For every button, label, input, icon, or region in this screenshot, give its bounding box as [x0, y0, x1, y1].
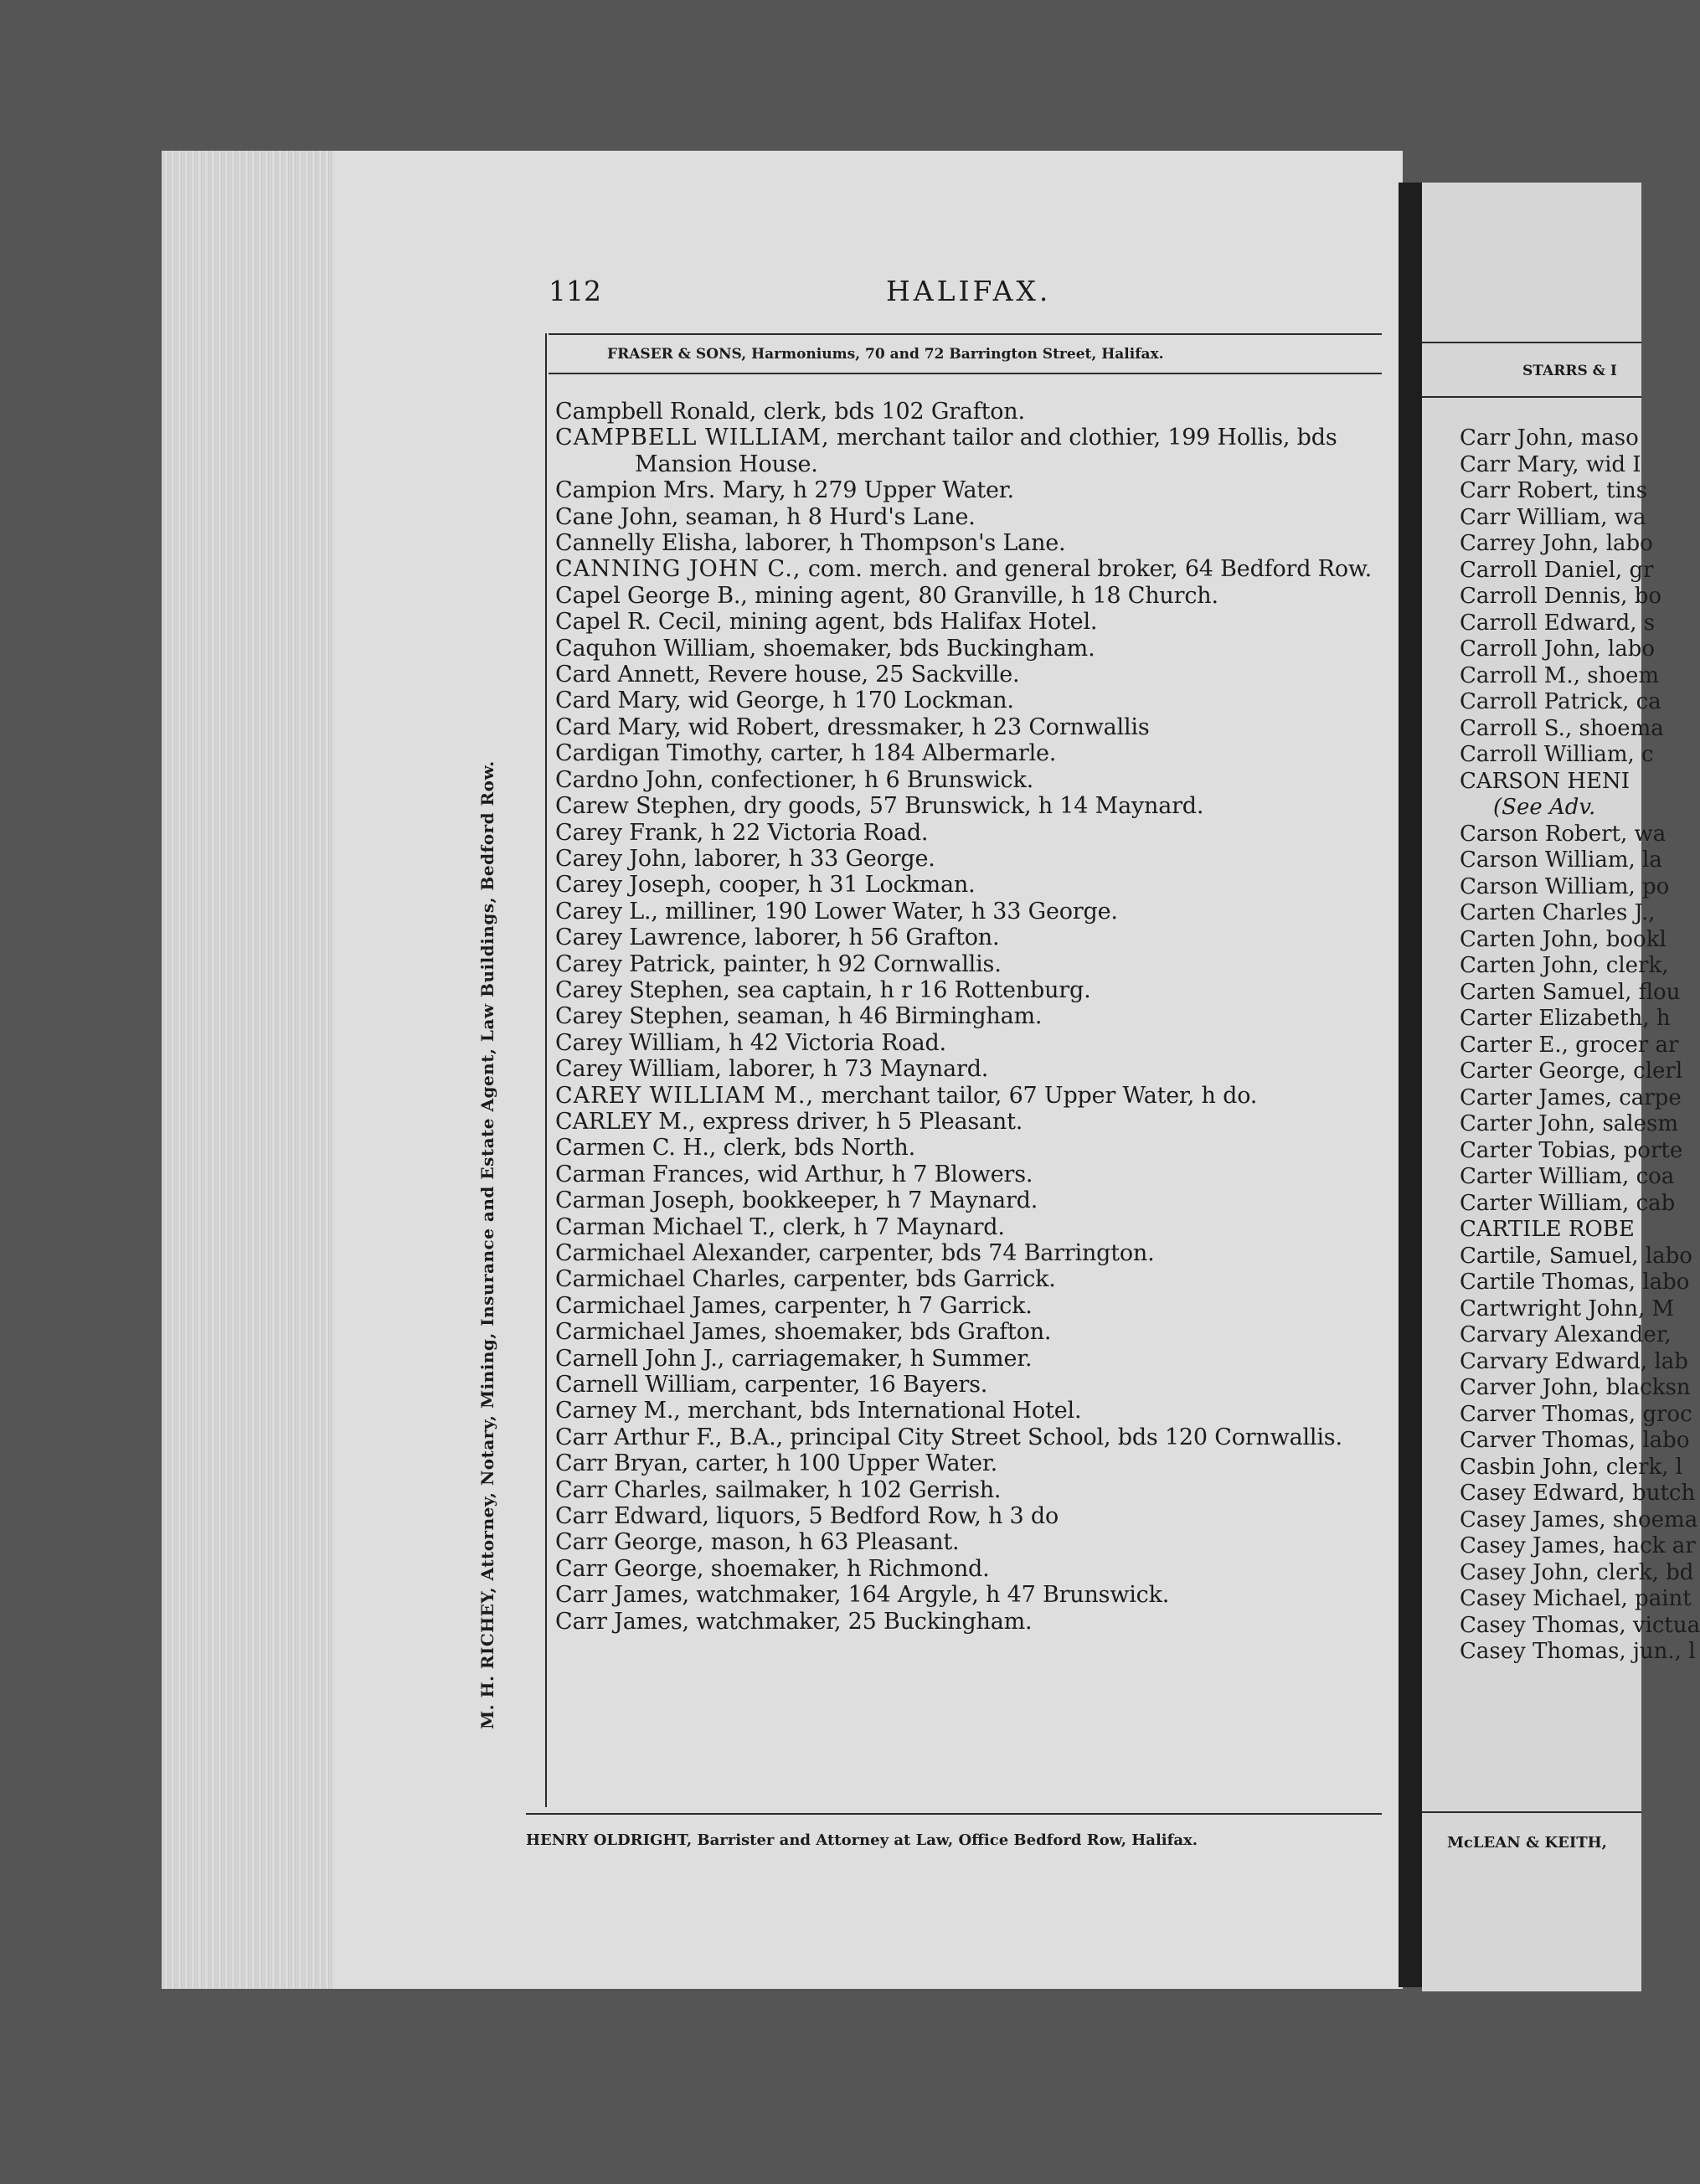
right-page-entry: Carroll Daniel, gr: [1460, 557, 1654, 583]
entry-detail: Mansion House.: [635, 451, 818, 477]
right-page-bottom-rule: [1422, 1811, 1641, 1813]
entry-name: Carmichael Charles,: [555, 1266, 787, 1293]
directory-entry: [555, 688, 1393, 713]
entry-name: Campbell Ronald,: [555, 399, 757, 425]
entry-detail: laborer, h 73 Maynard.: [721, 1056, 989, 1083]
entry-name: Carr Charles,: [555, 1476, 708, 1503]
directory-entry: [555, 1450, 1393, 1476]
entry-detail: merchant tailor, 67 Upper Water, h do.: [814, 1082, 1258, 1109]
directory-entry: [555, 1372, 1393, 1398]
entry-name: Cardno John,: [555, 766, 704, 793]
entry-detail: com. merch. and general broker, 64 Bedford Row.: [801, 556, 1372, 583]
right-page-entry: Casey James, hack ar: [1460, 1533, 1696, 1558]
entry-name: Carr Arthur F., B.A.,: [555, 1424, 783, 1450]
right-page-footer: McLEAN & KEITH,: [1447, 1834, 1607, 1852]
entry-detail: shoemaker, bds Buckingham.: [755, 635, 1095, 662]
directory-entry: [555, 951, 1393, 977]
entry-detail: carriagemaker, h Summer.: [724, 1345, 1033, 1372]
entry-name: Cardigan Timothy,: [555, 740, 764, 767]
entry-name: Carnell John J.,: [555, 1345, 725, 1372]
entry-name: Campion Mrs. Mary,: [555, 477, 786, 504]
right-page-entry: Carver Thomas, groc: [1460, 1401, 1692, 1427]
entry-detail: wid Arthur, h 7 Blowers.: [750, 1161, 1033, 1187]
book-page-edges: [162, 151, 342, 1989]
directory-entry: [555, 1582, 1393, 1608]
directory-entry: [555, 1529, 1393, 1555]
entry-name: Carey Joseph,: [555, 872, 713, 899]
right-page-entry: Carr Robert, tins: [1460, 478, 1648, 503]
entry-detail: shoemaker, bds Grafton.: [767, 1319, 1052, 1346]
entry-name: Card Mary,: [555, 713, 682, 740]
right-page-entry: Casey Michael, paint: [1460, 1586, 1692, 1611]
directory-entry: [555, 583, 1393, 609]
directory-entry: [555, 1398, 1393, 1424]
right-page-entry: Casbin John, clerk, l: [1460, 1454, 1683, 1480]
directory-entries: [555, 399, 1393, 1635]
directory-entry: [555, 399, 1393, 425]
directory-entry: [555, 872, 1393, 898]
entry-name: Capel R. Cecil,: [555, 609, 723, 636]
page-number: 112: [549, 275, 601, 307]
entry-name: Carey Patrick,: [555, 950, 717, 977]
entry-detail: principal City Street School, bds 120 Cornwallis.: [782, 1424, 1342, 1450]
entry-detail: watchmaker, 164 Argyle, h 47 Brunswick.: [688, 1582, 1170, 1609]
entry-name: Carr George,: [555, 1529, 704, 1556]
entry-name: CANNING JOHN C.,: [555, 556, 801, 583]
directory-entry: [555, 451, 1393, 477]
directory-entry: [555, 1319, 1393, 1345]
entry-detail: h 279 Upper Water.: [786, 477, 1014, 504]
directory-entry: [555, 1503, 1393, 1529]
entry-name: Carr James,: [555, 1582, 689, 1609]
right-page-entry: Carver John, blacksn: [1460, 1375, 1691, 1400]
entry-detail: clerk, h 7 Maynard.: [775, 1213, 1005, 1240]
frame-under-ad-rule: [549, 373, 1382, 374]
entry-detail: express driver, h 5 Pleasant.: [695, 1108, 1023, 1135]
directory-entry: [555, 1056, 1393, 1082]
entry-detail: bookkeeper, h 7 Maynard.: [734, 1187, 1038, 1214]
entry-detail: clerk, bds 102 Grafton.: [756, 399, 1025, 425]
right-page-entry: Carroll Dennis, bo: [1460, 584, 1662, 609]
entry-name: Carew Stephen,: [555, 793, 737, 820]
entry-name: Carman Michael T.,: [555, 1213, 776, 1240]
entry-detail: mining agent, 80 Granville, h 18 Church.: [747, 582, 1218, 609]
right-page: [1422, 183, 1700, 1991]
directory-entry: [555, 925, 1393, 950]
directory-entry: [555, 1346, 1393, 1372]
entry-name: Capel George B.,: [555, 582, 748, 609]
directory-entry: [555, 636, 1393, 662]
right-page-header: STARRS & I: [1522, 363, 1617, 379]
directory-entry: [555, 1003, 1393, 1029]
directory-entry: [555, 1609, 1393, 1635]
entry-name: Card Mary,: [555, 688, 682, 714]
right-page-entry: Carroll M., shoem: [1460, 662, 1659, 688]
entry-name: Carr James,: [555, 1608, 689, 1635]
entry-detail: clerk, bds North.: [716, 1135, 915, 1162]
right-page-entry: Carr Mary, wid I: [1460, 451, 1641, 477]
directory-entry: [555, 1477, 1393, 1503]
directory-entry: [555, 1030, 1393, 1056]
entry-detail: merchant, bds International Hotel.: [680, 1398, 1082, 1424]
entry-detail: laborer, h Thompson's Lane.: [738, 530, 1066, 557]
right-page-entry: Carr William, wa: [1460, 504, 1646, 530]
right-page-entry: Casey Thomas, victua: [1460, 1612, 1700, 1638]
right-page-entry: Casey Edward, butch: [1460, 1481, 1696, 1506]
right-page-entry: Casey John, clerk, bd: [1460, 1559, 1694, 1585]
right-page-entry: Cartile, Samuel, labo: [1460, 1243, 1692, 1269]
entry-detail: wid George, h 170 Lockman.: [681, 688, 1014, 714]
entry-detail: carpenter, h 7 Garrick.: [767, 1292, 1033, 1319]
entry-detail: carter, h 100 Upper Water.: [688, 1450, 998, 1477]
entry-name: Carnell William,: [555, 1372, 738, 1398]
directory-entry: [555, 530, 1393, 556]
entry-detail: dry goods, 57 Brunswick, h 14 Maynard.: [736, 793, 1204, 820]
entry-detail: cooper, h 31 Lockman.: [712, 872, 976, 899]
entry-detail: carter, h 184 Albermarle.: [763, 740, 1057, 767]
entry-name: Cannelly Elisha,: [555, 530, 739, 557]
entry-detail: h 22 Victoria Road.: [703, 819, 929, 846]
right-page-entry: Carter John, salesm: [1460, 1111, 1678, 1136]
right-page-entry: Carr John, maso: [1460, 425, 1639, 451]
entry-name: Caquhon William,: [555, 635, 756, 662]
entry-detail: carpenter, 16 Bayers.: [737, 1372, 988, 1398]
right-page-entry: Carroll S., shoema: [1460, 715, 1664, 741]
directory-entry: [555, 1083, 1393, 1109]
right-page-entry: Carter William, coa: [1460, 1164, 1675, 1189]
right-page-entry: Carroll John, labo: [1460, 636, 1656, 662]
directory-entry: [555, 820, 1393, 846]
right-page-entry: Carter Elizabeth, h: [1460, 1006, 1671, 1031]
right-page-entry: Carten John, clerk,: [1460, 953, 1669, 978]
directory-entry: [555, 556, 1393, 582]
entry-detail: confectioner, h 6 Brunswick.: [703, 766, 1034, 793]
right-page-entry: CARTILE ROBE: [1460, 1217, 1635, 1242]
entry-name: Carey Stephen,: [555, 976, 730, 1003]
right-page-entry: CARSON HENI: [1460, 768, 1630, 794]
entry-name: Carey William,: [555, 1056, 722, 1083]
frame-left-rule: [545, 333, 547, 1807]
entry-detail: wid Robert, dressmaker, h 23 Cornwallis: [681, 713, 1150, 740]
right-page-entry: Carter William, cab: [1460, 1190, 1676, 1216]
directory-entry: [555, 1240, 1393, 1266]
right-page-entry: Carvary Edward, lab: [1460, 1348, 1688, 1374]
entry-name: Carr Edward,: [555, 1503, 709, 1530]
entry-detail: painter, h 92 Cornwallis.: [716, 950, 1002, 977]
right-page-entry: Carter Tobias, porte: [1460, 1137, 1683, 1163]
book-gutter: [1399, 183, 1424, 1987]
directory-entry: [555, 767, 1393, 793]
directory-entry: [555, 846, 1393, 872]
entry-detail: mason, h 63 Pleasant.: [703, 1529, 960, 1556]
directory-entry: [555, 662, 1393, 688]
right-page-entry: Carroll Patrick, ca: [1460, 689, 1661, 714]
entry-name: Carey Lawrence,: [555, 925, 748, 951]
entry-name: Carr Bryan,: [555, 1450, 689, 1477]
frame-top-rule: [549, 333, 1382, 335]
entry-detail: milliner, 190 Lower Water, h 33 George.: [657, 898, 1118, 925]
entry-name: Carman Joseph,: [555, 1187, 735, 1214]
entry-detail: merchant tailor and clothier, 199 Hollis, bds: [829, 425, 1337, 451]
right-page-entry: Carrey John, labo: [1460, 531, 1653, 556]
entry-detail: shoemaker, h Richmond.: [703, 1555, 990, 1582]
entry-name: CARLEY M.,: [555, 1108, 696, 1135]
entry-name: Carey Stephen,: [555, 1003, 730, 1030]
right-page-entry: Cartile Thomas, labo: [1460, 1270, 1690, 1295]
directory-entry: [555, 793, 1393, 819]
directory-entry: [555, 1187, 1393, 1213]
entry-name: CAREY WILLIAM M.,: [555, 1082, 815, 1109]
frame-bottom-rule: [526, 1813, 1382, 1815]
directory-entry: [555, 1293, 1393, 1319]
directory-entry: [555, 1424, 1393, 1450]
directory-entry: [555, 899, 1393, 925]
right-page-entry: Carson Robert, wa: [1460, 821, 1667, 847]
entry-name: Carmichael James,: [555, 1292, 768, 1319]
entry-name: Carey L.,: [555, 898, 658, 925]
right-page-entry: Cartwright John, M: [1460, 1295, 1675, 1321]
entry-name: Carr George,: [555, 1555, 704, 1582]
directory-entry: [555, 609, 1393, 635]
bottom-advertisement: HENRY OLDRIGHT, Barrister and Attorney at Law, Office Bedford Row, Halifax.: [526, 1831, 1198, 1849]
right-page-entry: Carten John, bookl: [1460, 926, 1667, 952]
right-page-entry: Carson William, la: [1460, 847, 1662, 873]
top-advertisement: FRASER & SONS, Harmoniums, 70 and 72 Barrington Street, Halifax.: [607, 346, 1164, 363]
entry-detail: liquors, 5 Bedford Row, h 3 do: [708, 1503, 1059, 1530]
right-page-entry: Carroll William, c: [1460, 742, 1654, 767]
right-page-under-ad-rule: [1422, 396, 1641, 398]
right-page-entry: Carroll Edward, s: [1460, 610, 1656, 636]
right-page-entries: [1460, 425, 1700, 1666]
directory-entry: [555, 504, 1393, 530]
directory-entry: [555, 1214, 1393, 1240]
entry-name: Carmen C. H.,: [555, 1135, 717, 1162]
right-page-entry: (See Adv.: [1493, 795, 1596, 820]
right-page-top-rule: [1422, 342, 1641, 343]
right-page-entry: Casey Thomas, jun., l: [1460, 1639, 1696, 1664]
directory-entry: [555, 1109, 1393, 1135]
right-page-entry: Carson William, po: [1460, 873, 1670, 899]
entry-detail: mining agent, bds Halifax Hotel.: [722, 609, 1098, 636]
directory-entry: [555, 1162, 1393, 1187]
entry-detail: laborer, h 56 Grafton.: [747, 925, 1000, 951]
right-page-entry: Carter George, clerl: [1460, 1059, 1683, 1084]
entry-detail: sailmaker, h 102 Gerrish.: [708, 1476, 1002, 1503]
directory-entry: [555, 977, 1393, 1003]
page-title: HALIFAX.: [886, 275, 1052, 307]
directory-entry: [555, 714, 1393, 740]
right-page-entry: Carten Charles J.,: [1460, 900, 1656, 925]
entry-name: Carey William,: [555, 1029, 722, 1056]
entry-name: CAMPBELL WILLIAM,: [555, 425, 830, 451]
right-page-entry: Carter James, carpe: [1460, 1084, 1682, 1110]
entry-detail: carpenter, bds Garrick.: [786, 1266, 1056, 1293]
entry-detail: seaman, h 8 Hurd's Lane.: [678, 503, 976, 530]
right-page-entry: Carver Thomas, labo: [1460, 1428, 1690, 1453]
right-page-entry: Carten Samuel, flou: [1460, 979, 1681, 1005]
right-page-entry: Carter E., grocer ar: [1460, 1032, 1679, 1058]
entry-name: Card Annett,: [555, 662, 701, 688]
entry-detail: seaman, h 46 Birmingham.: [729, 1003, 1043, 1030]
entry-detail: Revere house, 25 Sackville.: [700, 662, 1020, 688]
entry-name: Carney M.,: [555, 1398, 681, 1424]
directory-entry: [555, 1556, 1393, 1582]
entry-detail: sea captain, h r 16 Rottenburg.: [729, 976, 1091, 1003]
entry-name: Carey John,: [555, 845, 688, 872]
right-page-entry: Casey James, shoema: [1460, 1507, 1698, 1532]
entry-name: Cane John,: [555, 503, 679, 530]
entry-detail: watchmaker, 25 Buckingham.: [688, 1608, 1033, 1635]
directory-entry: [555, 740, 1393, 766]
entry-name: Carmichael Alexander,: [555, 1240, 812, 1266]
directory-entry: [555, 1266, 1393, 1292]
entry-detail: carpenter, bds 74 Barrington.: [811, 1240, 1155, 1266]
directory-entry: [555, 477, 1393, 503]
entry-detail: h 42 Victoria Road.: [721, 1029, 946, 1056]
directory-entry: [555, 425, 1393, 451]
right-page-entry: Carvary Alexander,: [1460, 1322, 1672, 1347]
directory-entry: [555, 1135, 1393, 1161]
entry-name: Carman Frances,: [555, 1161, 750, 1187]
entry-name: Carmichael James,: [555, 1319, 768, 1346]
side-advertisement: M. H. RICHEY, Attorney, Notary, Mining, Insurance and Estate Agent, Law Buildings, Bedford Row.: [477, 760, 497, 1729]
entry-name: Carey Frank,: [555, 819, 704, 846]
entry-detail: laborer, h 33 George.: [687, 845, 935, 872]
